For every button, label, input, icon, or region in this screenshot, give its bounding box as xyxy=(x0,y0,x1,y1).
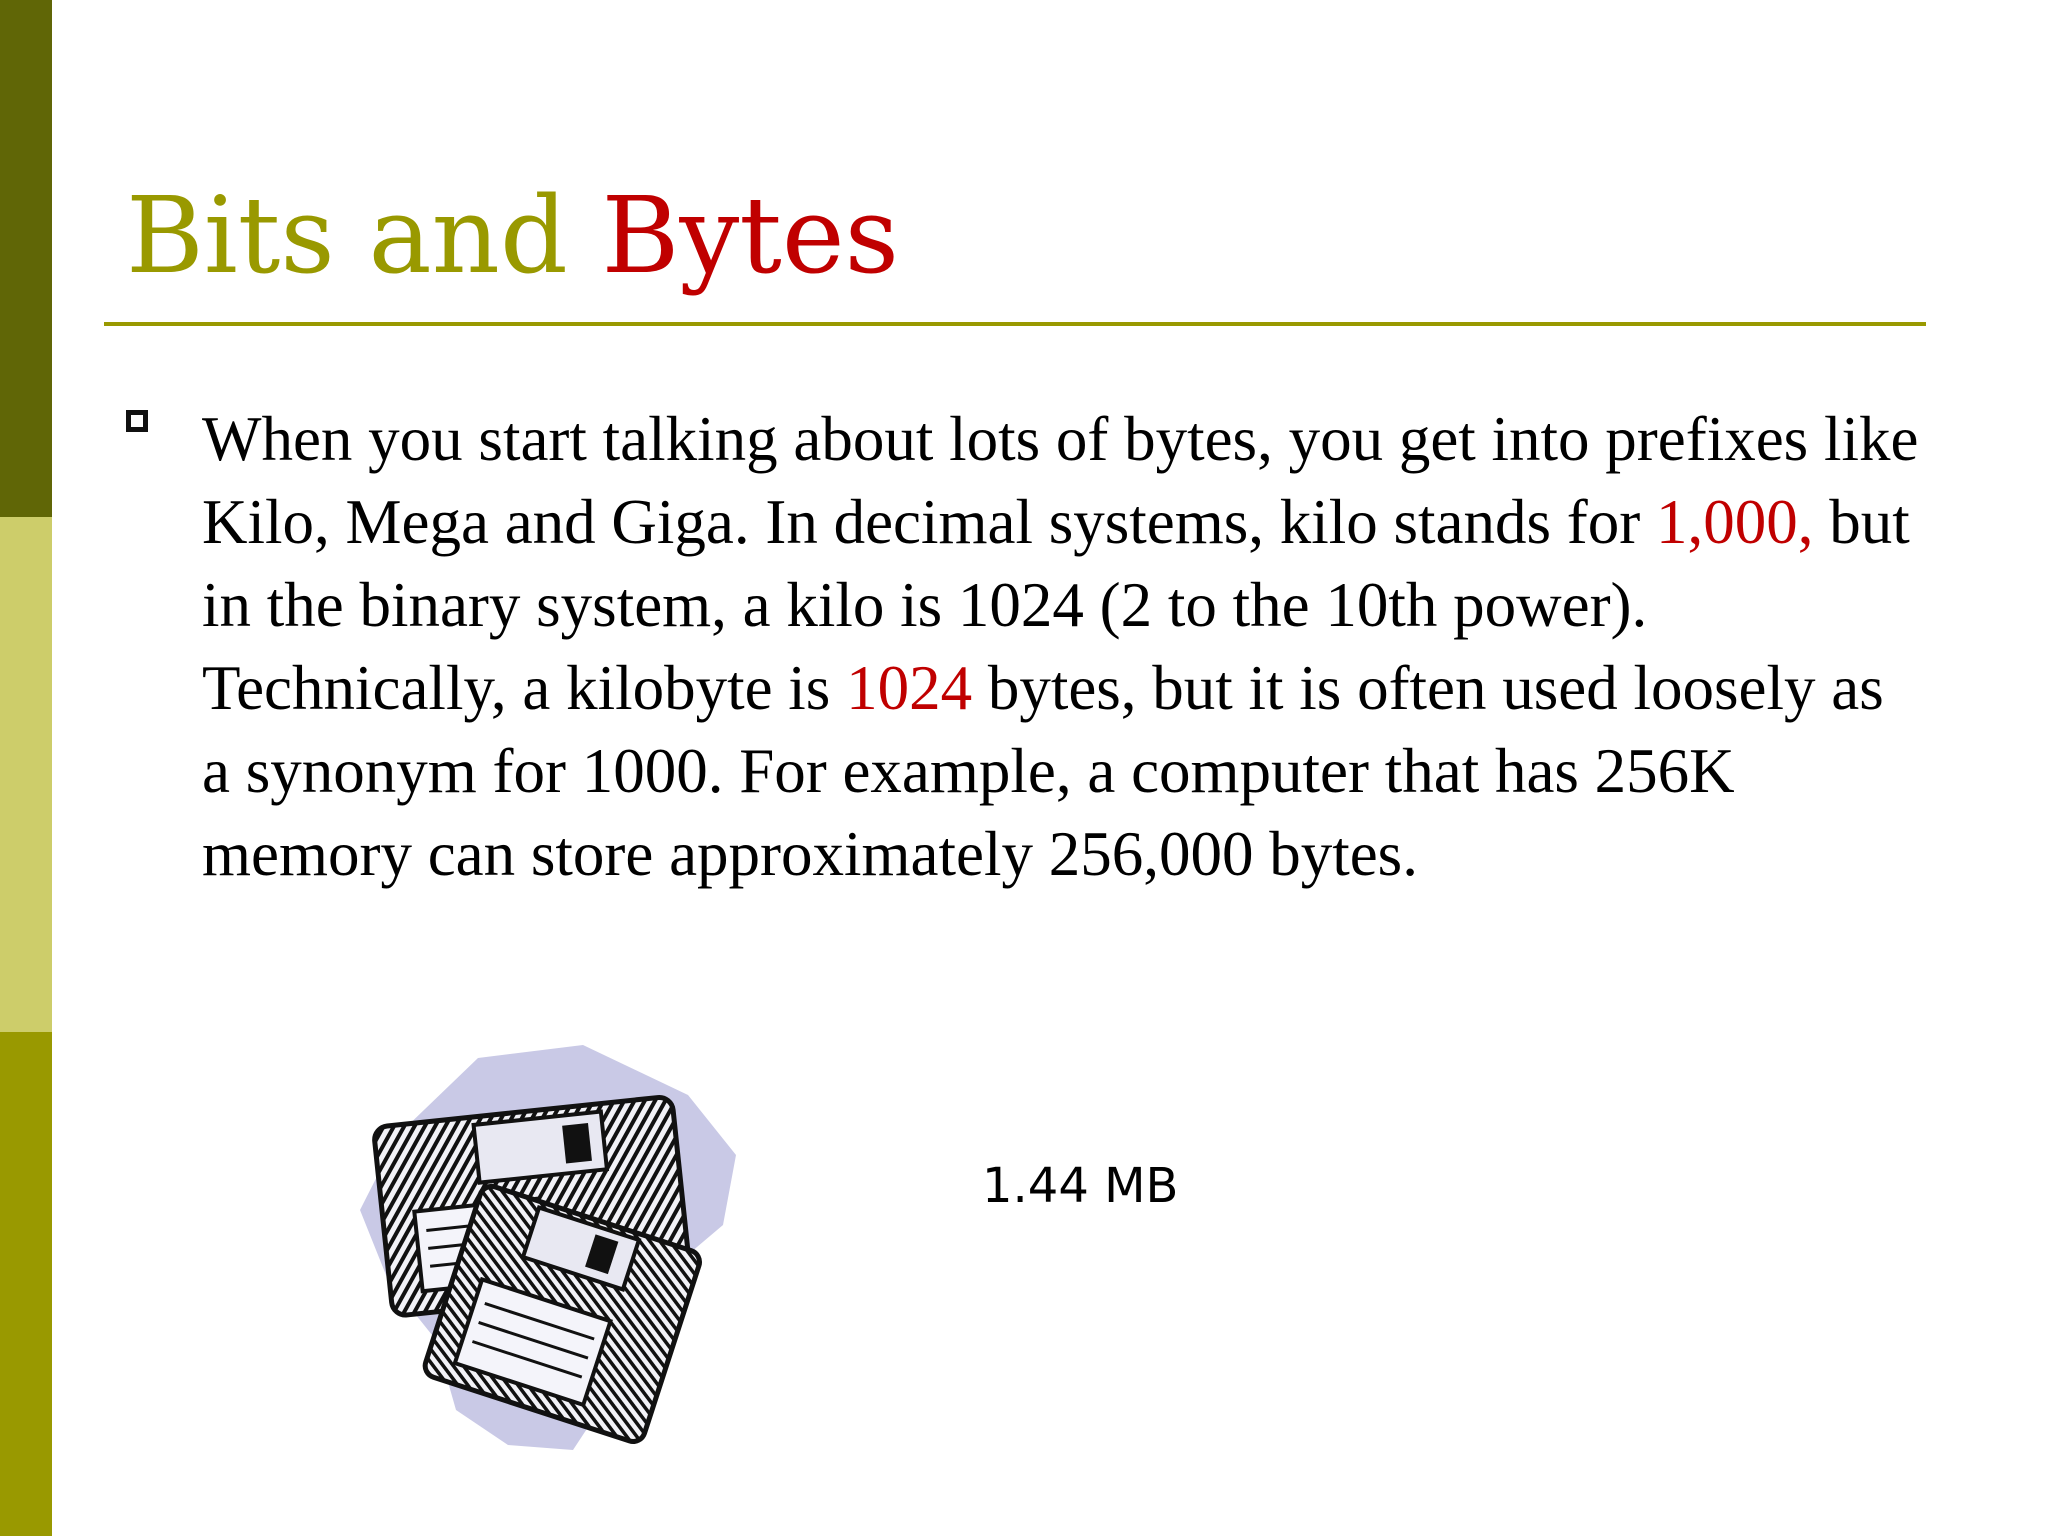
title-underline xyxy=(104,322,1926,326)
highlight-1024: 1024 xyxy=(846,653,973,723)
highlight-1000: 1,000, xyxy=(1655,487,1814,557)
floppy-disks-icon xyxy=(358,1040,748,1455)
capacity-label: 1.44 MB xyxy=(982,1158,1179,1214)
bullet-text-segment: When you start talking about lots of bytes, you get into prefixes like Kilo, Mega and Giga. In decimal systems, kilo stands for xyxy=(202,404,1919,557)
sidebar-stripe-light xyxy=(0,517,52,1032)
sidebar-stripe-dark xyxy=(0,0,52,517)
title-part-bits-and: Bits and xyxy=(126,174,568,297)
bullet-text-segment: bytes, but it is often used loosely as a synonym for 1000. For example, a computer that has 256K memory can store approximately 256,000 bytes. xyxy=(202,653,1884,889)
bullet-text-segment: but in the binary system, a kilo is 1024 (2 to the 10th power). Technically, a kilobyte is xyxy=(202,487,1910,723)
bullet-text xyxy=(202,398,1922,896)
bullet-square-icon xyxy=(126,410,148,432)
slide-title xyxy=(126,174,900,297)
title-part-bytes: Bytes xyxy=(601,174,900,297)
sidebar-stripe-olive xyxy=(0,1032,52,1536)
